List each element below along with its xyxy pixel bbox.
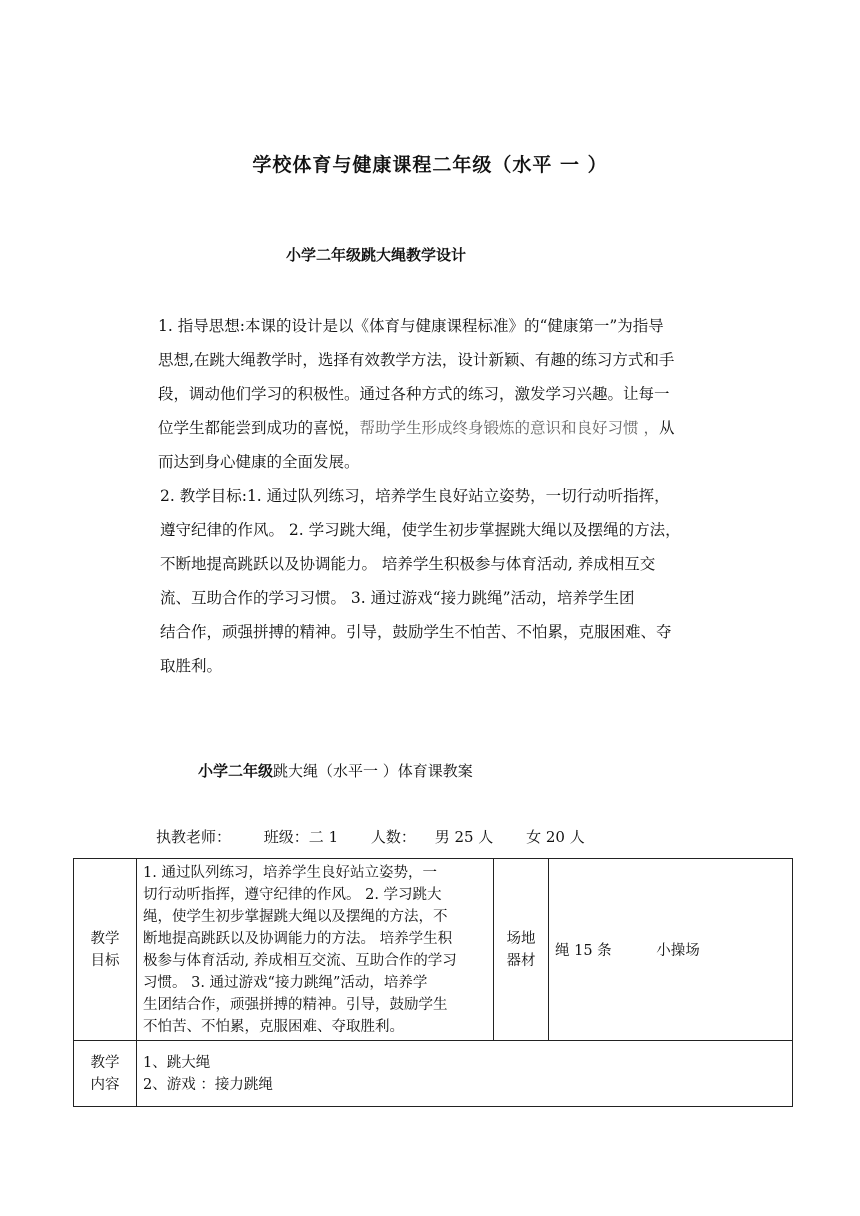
site-label: 器材 [506,952,536,969]
paragraph-line: 1. 指导思想:本课的设计是以《体育与健康课程标准》的“健康第一”为指导 [158,317,664,335]
content-label: 内容 [90,1076,120,1093]
content-item: 2、游戏 ：接力跳绳 [143,1076,273,1093]
paragraph-line [158,411,674,445]
paragraph-line: 思想,在跳大绳教学时，选择有效教学方法，设计新颖、有趣的练习方式和手 [158,351,675,369]
goal-line: 切行动听指挥，遵守纪律的作风。 2. 学习跳大 [143,886,442,903]
goal-line: 生团结合作，顽强拼搏的精神。引导，鼓励学生 [143,996,448,1013]
goal-label: 目标 [90,952,120,969]
table-row [74,1041,793,1107]
class-info-row [156,826,613,847]
site-value-cell [549,859,793,1041]
paragraph-line: 段，调动他们学习的积极性。通过各种方式的练习，激发学习兴趣。让每一 [158,385,670,403]
female-count: 女 20 人 [526,828,585,846]
guiding-thought-paragraph [158,309,674,479]
rope-count: 绳 15 条 [555,943,612,959]
paragraph-line: 而达到身心健康的全面发展。 [158,453,360,471]
lesson-plan-table [73,858,793,1107]
paragraph-line: 遵守纪律的作风。 2. 学习跳大绳，使学生初步掌握跳大绳以及摆绳的方法， [160,521,681,539]
goal-line: 1. 通过队列练习，培养学生良好站立姿势，一 [143,864,437,881]
table-row [74,859,793,1041]
paragraph-line: 2. 教学目标:1. 通过队列练习，培养学生良好站立姿势，一切行动听指挥， [160,487,670,505]
site-label: 场地 [506,930,536,947]
paragraph-text: 从 [658,419,675,437]
lesson-plan-title [198,760,473,781]
goal-line: 极参与体育活动, 养成相互交流、互助合作的学习 [143,952,457,969]
paragraph-line: 不断地提高跳跃以及协调能力。 培养学生积极参与体育活动, 养成相互交 [160,555,656,573]
lesson-plan-title-bold: 小学二年级 [198,762,274,780]
field-name: 小操场 [656,943,700,959]
teaching-goals-paragraph [160,479,681,683]
paragraph-line: 取胜利。 [160,657,223,675]
male-count: 男 25 人 [434,828,494,846]
content-label: 教学 [90,1054,120,1071]
class-label: 班级：二 1 [263,828,339,846]
site-label-cell [494,859,549,1041]
count-label: 人数： [370,828,416,846]
content-item: 1、跳大绳 [143,1054,211,1071]
goal-text-cell [137,859,494,1041]
paragraph-text: 位学生都能尝到成功的喜悦， [158,419,360,437]
goal-label-cell [74,859,137,1041]
goal-label: 教学 [90,930,120,947]
goal-line: 断地提高跳跃以及协调能力的方法。 培养学生积 [143,930,453,947]
lesson-plan-title-rest: 跳大绳（水平一 ）体育课教案 [273,762,473,780]
paragraph-line: 结合作，顽强拼搏的精神。引导，鼓励学生不怕苦、不怕累，克服困难、夺 [160,623,672,641]
document-title: 学校体育与健康课程二年级（水平 一 ） [252,154,608,176]
paragraph-line: 流、互助合作的学习习惯。 3. 通过游戏“接力跳绳”活动，培养学生团 [160,589,635,607]
content-cell [137,1041,793,1107]
content-label-cell [74,1041,137,1107]
highlighted-text: 帮助学生形成终身锻炼的意识和良好习惯 ， [359,419,659,437]
goal-line: 习惯。 3. 通过游戏“接力跳绳”活动，培养学 [143,974,428,991]
document-subtitle: 小学二年级跳大绳教学设计 [286,246,467,264]
goal-line: 不怕苦、不怕累，克服困难、夺取胜利。 [143,1018,404,1035]
goal-line: 绳，使学生初步掌握跳大绳以及摆绳的方法，不 [143,908,448,925]
teacher-label: 执教老师： [156,828,232,846]
